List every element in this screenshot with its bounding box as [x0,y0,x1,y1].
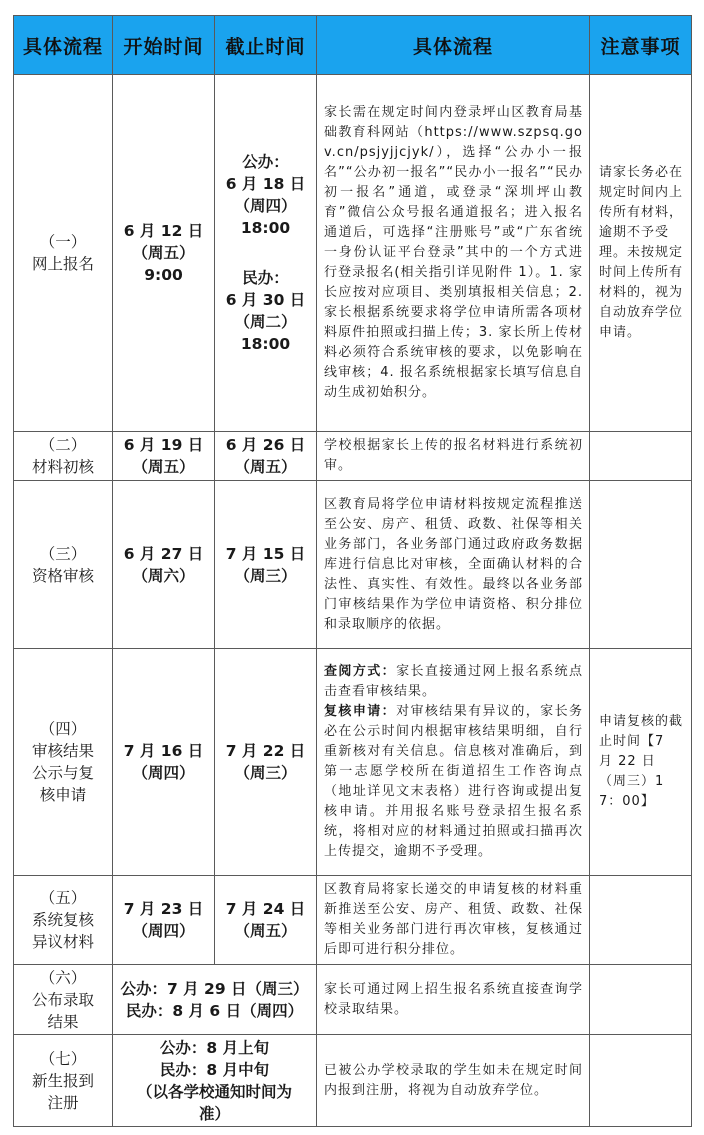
process-description [317,649,590,876]
start-date-cell: 6 月 19 日 （周五） [113,432,215,481]
step-cell: （七） 新生报到 注册 [14,1035,113,1127]
header-end-time: 截止时间 [215,16,317,75]
table-row [14,649,692,876]
note-cell [590,432,692,481]
table-row [14,481,692,649]
end-date-cell: 公办： 6 月 18 日 （周四） 18:00 民办： 6 月 30 日 （周二） 18:00 [215,75,317,432]
header-step: 具体流程 [14,16,113,75]
note-cell [590,1035,692,1127]
step-cell: （二） 材料初核 [14,432,113,481]
table-row [14,876,692,965]
table-row [14,75,692,432]
review-method-text: 家长直接通过网上报名系统点击查看审核结果。 [324,664,583,699]
header-row [14,16,692,75]
note-cell: 请家长务必在规定时间内上传所有材料，逾期不予受理。未按规定时间上传所有材料的，视为自动放弃学位申请。 [590,75,692,432]
process-description: 区教育局将学位申请材料按规定流程推送至公安、房产、租赁、政数、社保等相关业务部门，各业务部门通过政府政务数据库进行信息比对审核，全面确认材料的合法性、真实性、有效性。最终以各业务部门审核结果作为学位申请资格、积分排位和录取顺序的依据。 [317,481,590,649]
table-row [14,432,692,481]
end-date-cell: 6 月 26 日 （周五） [215,432,317,481]
note-cell [590,481,692,649]
step-cell: （三） 资格审核 [14,481,113,649]
enrollment-schedule-table [13,15,692,1127]
header-notes: 注意事项 [590,16,692,75]
step-cell: （一） 网上报名 [14,75,113,432]
table-row [14,1035,692,1127]
note-cell [590,876,692,965]
end-date-cell: 7 月 24 日 （周五） [215,876,317,965]
note-cell: 申请复核的截止时间【7 月 22 日（周三）17：00】 [590,649,692,876]
step-cell: （五） 系统复核 异议材料 [14,876,113,965]
combined-date-cell: 公办：7 月 29 日（周三） 民办：8 月 6 日（周四） [113,965,317,1035]
combined-date-cell: 公办：8 月上旬 民办：8 月中旬 （以各学校通知时间为 准） [113,1035,317,1127]
start-date-cell: 6 月 12 日 （周五） 9:00 [113,75,215,432]
process-description: 已被公办学校录取的学生如未在规定时间内报到注册，将视为自动放弃学位。 [317,1035,590,1127]
recheck-label: 复核申请： [324,704,397,719]
end-date-cell: 7 月 15 日 （周三） [215,481,317,649]
step-cell: （四） 审核结果 公示与复 核申请 [14,649,113,876]
process-description: 学校根据家长上传的报名材料进行系统初审。 [317,432,590,481]
step-cell: （六） 公布录取 结果 [14,965,113,1035]
start-date-cell: 7 月 16 日 （周四） [113,649,215,876]
end-date-cell: 7 月 22 日 （周三） [215,649,317,876]
table-row [14,965,692,1035]
process-description: 家长需在规定时间内登录坪山区教育局基础教育科网站（https://www.szpsq.gov.cn/psjyjjcjyk/），选择“公办小一报名”“公办初一报名”“民办小一报名”“民办初一报名”通道，或登录“深圳坪山教育”微信公众号报名通道报名；进入报名通道后，可选择“注册账号”或“广东省统一身份认证平台登录”其中的一个方式进行登录报名(相关指引详见附件 1）。1. 家长应按对应项目、类别填报相关信息；2. 家长根据系统要求将学位申请所需各项材料原件拍照或扫描上传；3. 家长所上传材料必须符合系统审核的要求，以免影响在线审核；4. 报名系统根据家长填写信息自动生成初始积分。 [317,75,590,432]
review-method-label: 查阅方式： [324,664,397,679]
note-cell [590,965,692,1035]
header-start-time: 开始时间 [113,16,215,75]
process-description: 区教育局将家长递交的申请复核的材料重新推送至公安、房产、租赁、政数、社保等相关业务部门进行再次审核，复核通过后即可进行积分排位。 [317,876,590,965]
recheck-text: 对审核结果有异议的，家长务必在公示时间内根据审核结果明细，自行重新核对有关信息。信息核对准确后，到第一志愿学校所在街道招生工作咨询点（地址详见文末表格）进行咨询或提出复核申请。并用报名账号登录招生报名系统，将相对应的材料通过拍照或扫描再次上传提交，逾期不予受理。 [324,704,583,859]
header-process: 具体流程 [317,16,590,75]
start-date-cell: 7 月 23 日 （周四） [113,876,215,965]
process-description: 家长可通过网上招生报名系统直接查询学校录取结果。 [317,965,590,1035]
start-date-cell: 6 月 27 日 （周六） [113,481,215,649]
